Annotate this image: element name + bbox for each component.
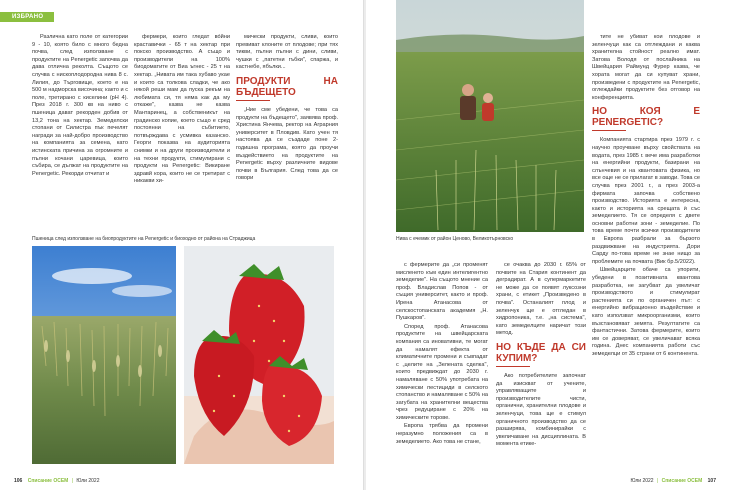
paragraph: Ако потребителите започнат да изискват от учените, управляващите и производителите чисти, органични, хранителни плодове и зеленчуци, това ще е стимул органичното производство да се разширява, комбинирайки с увеличаване на дисциплината. В момента етике- (496, 372, 586, 448)
section-heading: ПРОДУКТИ НА БЪДЕЩЕТО (236, 75, 338, 98)
strawberries-image-art (184, 246, 334, 464)
right-column-2 (496, 262, 586, 462)
magazine-name: Списание ОСЕМ (27, 478, 69, 484)
right-page (366, 0, 730, 490)
paragraph: Според проф. Атанасова продуктите на швейцарската компания са иновативни, те могат да намалят ефекта от климатичните промени и съвпадат с „целите на „Зелената сделка", които предвиждат до 2030 г. намаляване с 50% употребата на химически пестициди в селското стопанство и намаляване с 50% на загубата на хранителни вещества чрез редуциране с 20% на химическите торове. (396, 323, 488, 421)
paragraph: тите не убиват кои плодове и зеленчуци как са отглеждани и каква хранителна стойност реално имат. Затова Володя от послайника на Швейцария Раймунд Фурер казва, че хората могат да си купуват храни, произведени с продуктите на Penergetic, оглеждайки продуктите без отговор на конференцията. (592, 34, 700, 101)
left-column-1 (32, 34, 128, 230)
magazine-name: Списание ОСЕМ (661, 478, 703, 484)
barley-field-image-art (396, 0, 584, 232)
section-tag: ИЗБРАНО (0, 12, 54, 22)
strawberries-image (184, 246, 334, 464)
paragraph: с фермерите да „си променят мисленето към един интелигентно земеделие". На същото мнение са проф. Владислав Попов - от същия университет, както и проф. Ирена Атанасова от селскостопанската академия „Н. Пушкаров". (396, 262, 488, 322)
heading-rule (236, 100, 270, 101)
page-footer-left (10, 478, 99, 484)
page-number: 107 (707, 478, 716, 484)
paragraph: „Ние сме убедени, че това са продукти на бъдещето", заявява проф. Христина Янчева, ректор на Аграрния университет в Пловдив. Като учен тя настоява да се създаде поне 2-годишна програма, която да проучи въздействието на продуктите на Penergetic върху различните видове почви в България. След това да се говори (236, 106, 338, 182)
paragraph: се очаква до 2030 г. 65% от почвите на Стария континент да деградират. А в супермаркетите не може да се появят луксозни храни, с етикет „Произведено в почва". Останалият плод и зеленчук ще е отгледан в хидропоника, т.е. „на система", като земеделците наричат този метод. (496, 262, 586, 337)
right-column-1 (396, 262, 488, 462)
photo-caption: Пшеница след използване на биопродуктите на Penergetic и биоходно от района на Страджица (32, 236, 256, 242)
paragraph: фермери, които гледат вóйни краставички - 65 т на хектар при покско производство. А също и производители на 100% биодоматите от Виа ъгнес - 25 т на хектар. „Нивата им така хубаво укае и които са толкова сладки, че ако някой реши мам да пуска рекъм на любимата си, тя няма как да му откаже", казва не казва Мантаринец, а собственикът на градинско копие, което също е сред постоянни на събитието, потвърждава с усмивка казанско. Георги показва на аудиторията снимки и на други производители и на техни продукти, стимулирани с продукти на Penergetic: Викиране здравй кора, които не се третират с никакви хи- (134, 34, 230, 185)
footer-separator: | (71, 478, 74, 484)
wheat-field-image (32, 246, 176, 464)
paragraph: Различна като поле от категории 9 - 10, която било с много бедна почва, след използване с продуктите на Penergetic започва да дава отлична реколта. Същото се случва с нископлодородна нива 8 с. Лилия, до Търговище, което е на 500 м надморска височина; както и с поле, третирано с киселини (рН 4). През 2018 г. 300 кв на ниво с пшеница дават рекорден добив от 13,2 тона на хектар. Земеделски стопани от Силистра пък печелят награди за най-добро производство на компанията за семена, като истинската причина за огромните и пълни кочани царевица, които събира, се дължат на продуктите на Penergetic. Рекорди отчитат и (32, 34, 128, 177)
paragraph: Швейцарците обаче са упорити, убедени в позитивната квантова разработка, не загубват да увеличат производството и стимулират растенията си по органичен път: с енергийно вибрационно въздействие и като използват микроорганизми, които възстановяват земята. Резултатите са фантастични. Затова фермерите, които им се доверяват, се увеличават всяка година. Днес компанията работи със земеделци от 35 страни от 6 континента. (592, 267, 700, 357)
issue-date: Юли 2022 (630, 478, 654, 484)
left-column-3 (236, 34, 338, 230)
barley-field-image (396, 0, 584, 232)
left-column-2 (134, 34, 230, 230)
heading-rule (496, 366, 530, 367)
paragraph: Европа трябва да промени неразумно положения са в земеделието. Ако това не стане, (396, 423, 488, 445)
page-footer-right (631, 478, 720, 484)
issue-date: Юли 2022 (76, 478, 100, 484)
left-page (0, 0, 364, 490)
heading-rule (592, 130, 626, 131)
section-heading: НО КЪДЕ ДА СИ КУПИМ? (496, 341, 586, 364)
photo-caption: Нива с ечемик от район Ценово, Великотърновско (396, 236, 514, 242)
right-column-3 (592, 34, 700, 464)
paragraph: Компанията стартира през 1979 г. с научно проучване върху свойствата на водата, през 1985 г. вече има разработки на енергийни продукти, базирани на слънчевия и на квантовата физика, но все още не се прилагат в заводи. Това се случва през 2001 г., а през 2003-а фирмата започва собствено производство. Историята е интересна, както и историята на срещата ѝ със земеделието. Тя се определя с двете основни работни зони - земеделие. По това време почти всички производители в Европа разбрали за бързото раздвижване на индустрията. Дори Сарду по-това време не знае нищо за проблемите на почвата (Вик бр.5/2022). (592, 137, 700, 265)
footer-separator: | (656, 478, 659, 484)
wheat-field-image-art (32, 246, 176, 464)
page-number: 106 (14, 478, 23, 484)
section-heading: НО КОЯ Е PENERGETIC? (592, 106, 700, 129)
paragraph: мически продукти, сливи, които превиват клоните от плодове; при тях тикви, пълни пълни с дини, сливи, чушки с „патетни гъбки", спаржа, и кастнебе, ябълки... (236, 34, 338, 71)
